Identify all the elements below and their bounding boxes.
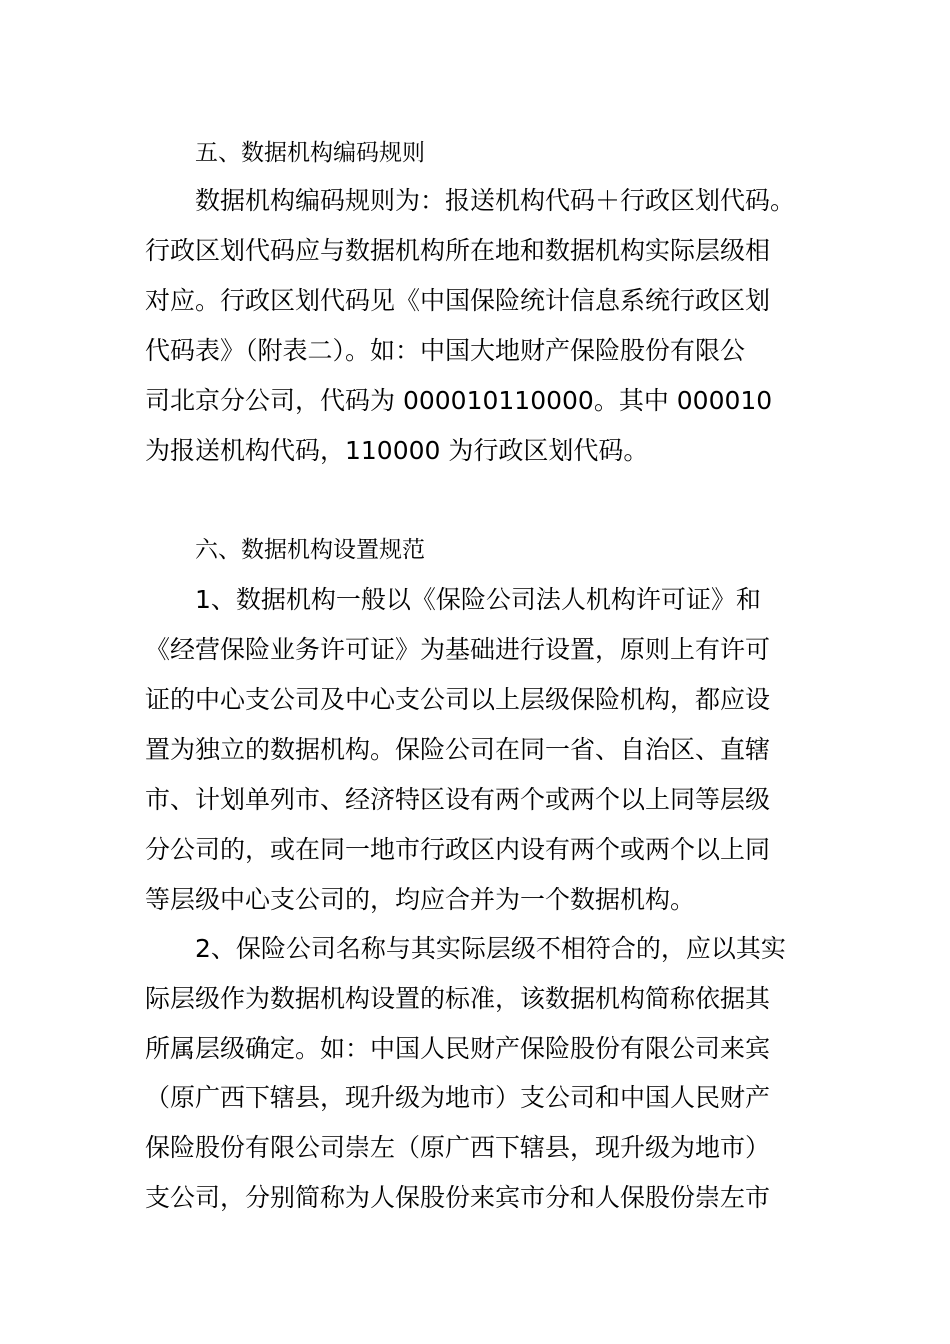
paragraph-line: 所属层级确定。如：中国人民财产保险股份有限公司来宾: [145, 1034, 771, 1063]
paragraph-line: 行政区划代码应与数据机构所在地和数据机构实际层级相: [145, 236, 771, 265]
paragraph-line: 《经营保险业务许可证》为基础进行设置，原则上有许可: [145, 635, 771, 664]
paragraph-line: 2、保险公司名称与其实际层级不相符合的，应以其实: [195, 934, 786, 963]
paragraph-line: 市、计划单列市、经济特区设有两个或两个以上同等层级: [145, 785, 771, 814]
paragraph-line: 等层级中心支公司的，均应合并为一个数据机构。: [145, 885, 696, 914]
paragraph-line: 为报送机构代码，110000 为行政区划代码。: [145, 436, 649, 465]
paragraph-line: 置为独立的数据机构。保险公司在同一省、自治区、直辖: [145, 735, 771, 764]
section-6-heading: 六、数据机构设置规范: [195, 537, 425, 563]
section-5-heading: 五、数据机构编码规则: [195, 140, 425, 166]
paragraph-line: 证的中心支公司及中心支公司以上层级保险机构，都应设: [145, 685, 771, 714]
paragraph-line: 保险股份有限公司崇左（原广西下辖县，现升级为地市）: [145, 1133, 771, 1162]
paragraph-line: 分公司的，或在同一地市行政区内设有两个或两个以上同: [145, 835, 771, 864]
paragraph-line: 际层级作为数据机构设置的标准，该数据机构简称依据其: [145, 984, 771, 1013]
paragraph-line: 代码表》（附表二）。如：中国大地财产保险股份有限公: [145, 336, 746, 365]
paragraph-line: 司北京分公司，代码为 000010110000。其中 000010: [145, 386, 773, 415]
paragraph-line: 支公司，分别简称为人保股份来宾市分和人保股份崇左市: [145, 1183, 771, 1212]
paragraph-line: 1、数据机构一般以《保险公司法人机构许可证》和: [195, 585, 761, 614]
paragraph-line: 数据机构编码规则为：报送机构代码＋行政区划代码。: [195, 186, 796, 215]
paragraph-line: （原广西下辖县，现升级为地市）支公司和中国人民财产: [145, 1083, 771, 1112]
paragraph-line: 对应。行政区划代码见《中国保险统计信息系统行政区划: [145, 286, 771, 315]
